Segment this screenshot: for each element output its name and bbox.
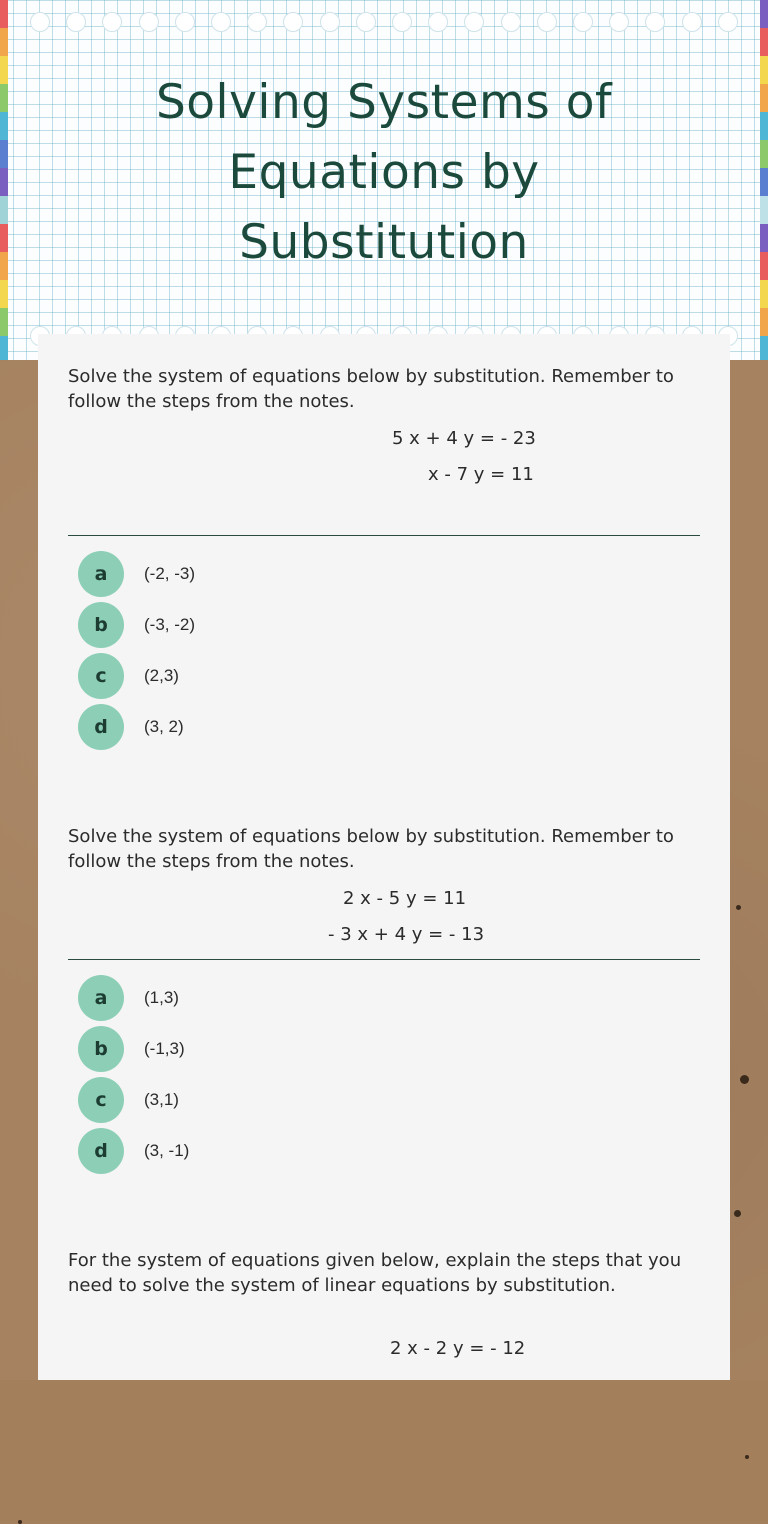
question-prompt: Solve the system of equations below by substitution. Remember to follow the steps from the notes.: [68, 826, 674, 872]
title-line: Equations by: [228, 145, 540, 200]
title-line: Solving Systems of: [155, 75, 613, 130]
option-letter-bubble: d: [78, 704, 124, 750]
option-letter-bubble: a: [78, 551, 124, 597]
equation: 5 x + 4 y = - 23: [392, 428, 536, 449]
answer-option-d[interactable]: [78, 1128, 189, 1174]
divider: [68, 535, 700, 536]
question-prompt: Solve the system of equations below by substitution. Remember to follow the steps from the notes.: [68, 366, 674, 412]
question-prompt: For the system of equations given below, explain the steps that you need to solve the system of linear equations by substitution.: [68, 1250, 682, 1296]
paper-speck: [745, 1455, 749, 1459]
graph-paper-header: [0, 0, 768, 360]
divider: [68, 959, 700, 960]
answer-option-c[interactable]: [78, 653, 179, 699]
answer-option-a[interactable]: [78, 975, 179, 1021]
title-line: Substitution: [239, 215, 529, 270]
option-text: (3, 2): [144, 717, 184, 736]
option-letter-bubble: b: [78, 602, 124, 648]
answer-option-b[interactable]: [78, 602, 195, 648]
option-text: (3, -1): [144, 1141, 190, 1160]
question-1: [68, 364, 708, 414]
paper-speck: [736, 905, 741, 910]
answer-option-c[interactable]: [78, 1077, 179, 1123]
option-letter-bubble: b: [78, 1026, 124, 1072]
option-letter-bubble: c: [78, 653, 124, 699]
option-letter-bubble: a: [78, 975, 124, 1021]
option-text: (-3, -2): [144, 615, 195, 634]
worksheet-card: [38, 334, 730, 1380]
equation: 2 x - 5 y = 11: [343, 888, 467, 909]
option-text: (-2, -3): [144, 564, 195, 583]
option-text: (2,3): [144, 666, 179, 685]
equation: 2 x - 2 y = - 12: [390, 1338, 526, 1359]
paper-speck: [18, 1520, 22, 1524]
option-text: (3,1): [144, 1090, 179, 1109]
equation: - 3 x + 4 y = - 13: [328, 924, 485, 945]
page-title: [100, 68, 668, 278]
option-text: (1,3): [144, 988, 179, 1007]
option-letter-bubble: c: [78, 1077, 124, 1123]
equation: x - 7 y = 11: [428, 464, 534, 485]
answer-option-d[interactable]: [78, 704, 184, 750]
option-text: (-1,3): [144, 1039, 185, 1058]
color-stripe-right: [760, 0, 768, 360]
notebook-holes-top: [30, 12, 738, 32]
color-stripe-left: [0, 0, 8, 360]
question-3: [68, 1248, 708, 1298]
paper-speck: [734, 1210, 741, 1217]
option-letter-bubble: d: [78, 1128, 124, 1174]
paper-speck: [740, 1075, 749, 1084]
answer-option-a[interactable]: [78, 551, 195, 597]
question-2: [68, 824, 708, 874]
answer-option-b[interactable]: [78, 1026, 185, 1072]
